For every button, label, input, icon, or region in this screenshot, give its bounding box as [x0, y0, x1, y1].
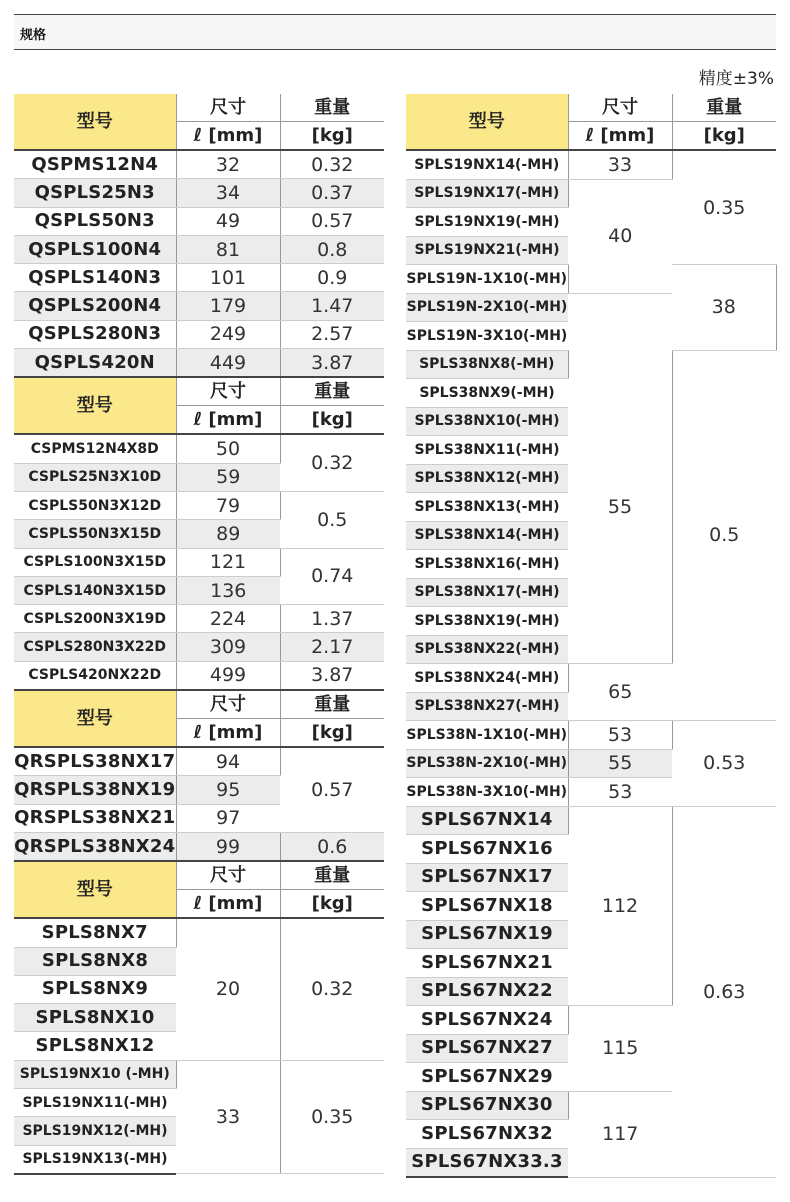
- size-cell: 179: [176, 292, 280, 320]
- size-cell: 34: [176, 179, 280, 207]
- size-header-top: 尺寸: [176, 94, 280, 122]
- model-cell: SPLS19NX13(-MH): [14, 1145, 176, 1174]
- model-cell: SPLS19NX19(-MH): [406, 208, 568, 237]
- model-cell: CSPLS25N3X10D: [14, 463, 176, 491]
- model-cell: SPLS8NX8: [14, 947, 176, 975]
- size-cell: 449: [176, 349, 280, 378]
- model-cell: SPLS8NX7: [14, 918, 176, 947]
- weight-cell: 0.5: [672, 350, 776, 721]
- weight-cell: 0.9: [280, 264, 384, 292]
- weight-header-top: 重量: [280, 690, 384, 719]
- model-cell: CSPLS50N3X15D: [14, 520, 176, 548]
- weight-unit-header: [kg]: [672, 122, 776, 151]
- model-cell: QSPLS140N3: [14, 264, 176, 292]
- model-cell: SPLS8NX12: [14, 1032, 176, 1060]
- size-cell: 101: [176, 264, 280, 292]
- model-cell: QRSPLS38NX21: [14, 804, 176, 832]
- table-row: [14, 320, 384, 348]
- model-cell: SPLS19NX21(-MH): [406, 236, 568, 265]
- model-cell: SPLS67NX30: [406, 1091, 568, 1120]
- table-row: [14, 661, 384, 690]
- model-cell: SPLS19NX17(-MH): [406, 179, 568, 208]
- size-cell: 309: [176, 633, 280, 661]
- model-cell: SPLS67NX32: [406, 1120, 568, 1149]
- size-cell: 121: [176, 548, 280, 576]
- size-header-top: 尺寸: [176, 861, 280, 890]
- model-cell: SPLS19NX11(-MH): [14, 1089, 176, 1117]
- model-header: 型号: [406, 94, 568, 150]
- size-cell: 38: [672, 265, 776, 351]
- model-cell: SPLS67NX33.3: [406, 1148, 568, 1177]
- weight-cell: 0.35: [672, 150, 776, 265]
- table-header-row: [14, 94, 384, 122]
- model-cell: SPLS19NX10 (-MH): [14, 1060, 176, 1088]
- weight-cell: 0.63: [672, 806, 776, 1177]
- model-cell: SPLS67NX24: [406, 1006, 568, 1035]
- model-cell: CSPLS280N3X22D: [14, 633, 176, 661]
- section-title: 规格: [20, 28, 47, 43]
- model-cell: SPLS19NX14(-MH): [406, 150, 568, 179]
- size-unit-header: ℓ [mm]: [568, 122, 672, 151]
- table-row: [14, 747, 384, 776]
- table-row: [14, 633, 384, 661]
- model-cell: SPLS38NX8(-MH): [406, 350, 568, 379]
- model-cell: SPLS38N-1X10(-MH): [406, 721, 568, 750]
- model-cell: QSPLS200N4: [14, 292, 176, 320]
- model-cell: QSPMS12N4: [14, 150, 176, 179]
- model-cell: SPLS8NX9: [14, 975, 176, 1003]
- weight-cell: 0.32: [280, 918, 384, 1060]
- model-cell: SPLS19N-2X10(-MH): [406, 293, 568, 322]
- model-cell: SPLS38NX10(-MH): [406, 407, 568, 436]
- model-cell: SPLS67NX21: [406, 949, 568, 978]
- table-header-row: [14, 377, 384, 406]
- size-unit-header: ℓ [mm]: [176, 719, 280, 748]
- weight-cell: 0.32: [280, 434, 384, 491]
- weight-cell: 0.53: [672, 721, 776, 807]
- table-row: [406, 350, 776, 379]
- size-unit-header: ℓ [mm]: [176, 890, 280, 919]
- size-cell: 53: [568, 778, 672, 807]
- model-cell: SPLS67NX27: [406, 1034, 568, 1063]
- size-cell: 115: [568, 1006, 672, 1092]
- model-cell: CSPLS100N3X15D: [14, 548, 176, 576]
- model-cell: SPLS38NX13(-MH): [406, 493, 568, 522]
- size-cell: 249: [176, 320, 280, 348]
- weight-cell: 1.47: [280, 292, 384, 320]
- weight-header-top: 重量: [280, 861, 384, 890]
- weight-cell: 0.74: [280, 548, 384, 605]
- model-header: 型号: [14, 377, 176, 434]
- model-cell: QRSPLS38NX24: [14, 832, 176, 861]
- size-cell: 117: [568, 1091, 672, 1177]
- model-cell: SPLS19N-1X10(-MH): [406, 265, 568, 294]
- size-cell: 33: [568, 150, 672, 179]
- table-row: [14, 264, 384, 292]
- model-cell: SPLS38NX24(-MH): [406, 664, 568, 693]
- model-cell: QSPLS50N3: [14, 207, 176, 235]
- model-header: 型号: [14, 690, 176, 747]
- model-cell: CSPMS12N4X8D: [14, 434, 176, 463]
- table-row: [14, 207, 384, 235]
- size-cell: 81: [176, 235, 280, 263]
- model-cell: SPLS38NX19(-MH): [406, 607, 568, 636]
- model-cell: SPLS38NX22(-MH): [406, 635, 568, 664]
- table-header-row: [406, 94, 776, 122]
- model-cell: SPLS67NX22: [406, 977, 568, 1006]
- size-cell: 59: [176, 463, 280, 491]
- size-unit-header: ℓ [mm]: [176, 406, 280, 435]
- table-row: [14, 292, 384, 320]
- table-row: [14, 491, 384, 519]
- size-cell: 55: [568, 350, 672, 664]
- table-row: [14, 548, 384, 576]
- model-cell: SPLS19NX12(-MH): [14, 1117, 176, 1145]
- table-row: [406, 806, 776, 835]
- size-cell: 33: [176, 1060, 280, 1174]
- model-cell: QSPLS25N3: [14, 179, 176, 207]
- table-row: [14, 605, 384, 633]
- table-row: [406, 150, 776, 179]
- size-cell: 20: [176, 918, 280, 1060]
- model-cell: SPLS19N-3X10(-MH): [406, 322, 568, 351]
- model-cell: SPLS38N-2X10(-MH): [406, 749, 568, 778]
- model-cell: CSPLS140N3X15D: [14, 576, 176, 604]
- model-header: 型号: [14, 861, 176, 918]
- model-cell: SPLS67NX16: [406, 835, 568, 864]
- table-row: [406, 721, 776, 750]
- table-row: [14, 235, 384, 263]
- weight-header-top: 重量: [672, 94, 776, 122]
- model-header: 型号: [14, 94, 176, 150]
- weight-cell: 2.57: [280, 320, 384, 348]
- weight-cell: 3.87: [280, 661, 384, 690]
- precision-note: 精度±3%: [698, 69, 774, 89]
- model-cell: QSPLS420N: [14, 349, 176, 378]
- weight-unit-header: [kg]: [280, 890, 384, 919]
- size-cell: 94: [176, 747, 280, 776]
- weight-cell: 2.17: [280, 633, 384, 661]
- spec-table-right: [406, 94, 776, 1178]
- weight-header-top: 重量: [280, 94, 384, 122]
- weight-cell: 0.8: [280, 235, 384, 263]
- size-unit-header: ℓ [mm]: [176, 122, 280, 151]
- model-cell: QSPLS100N4: [14, 235, 176, 263]
- model-cell: SPLS38N-3X10(-MH): [406, 778, 568, 807]
- size-cell: 89: [176, 520, 280, 548]
- model-cell: SPLS38NX27(-MH): [406, 692, 568, 721]
- size-cell: 99: [176, 832, 280, 861]
- weight-cell: 0.32: [280, 150, 384, 179]
- weight-cell: 0.57: [280, 207, 384, 235]
- weight-unit-header: [kg]: [280, 719, 384, 748]
- table-row: [14, 1060, 384, 1088]
- model-cell: SPLS67NX18: [406, 892, 568, 921]
- table-row: [14, 918, 384, 947]
- size-cell: 224: [176, 605, 280, 633]
- weight-cell: 0.6: [280, 832, 384, 861]
- model-cell: SPLS38NX9(-MH): [406, 379, 568, 408]
- model-cell: QRSPLS38NX19: [14, 776, 176, 804]
- size-header-top: 尺寸: [176, 377, 280, 406]
- size-cell: 50: [176, 434, 280, 463]
- table-row: [14, 179, 384, 207]
- table-row: [14, 434, 384, 463]
- weight-cell: 0.5: [280, 491, 384, 548]
- size-cell: 499: [176, 661, 280, 690]
- size-cell: 136: [176, 576, 280, 604]
- size-cell: 40: [568, 179, 672, 293]
- model-cell: SPLS67NX14: [406, 806, 568, 835]
- size-cell: 32: [176, 150, 280, 179]
- size-cell: 65: [568, 664, 672, 721]
- model-cell: QRSPLS38NX17: [14, 747, 176, 776]
- weight-cell: 0.57: [280, 747, 384, 832]
- size-cell: 79: [176, 491, 280, 519]
- size-cell: 49: [176, 207, 280, 235]
- table-row: [14, 349, 384, 378]
- table-row: [14, 150, 384, 179]
- model-cell: SPLS67NX19: [406, 920, 568, 949]
- model-cell: SPLS67NX17: [406, 863, 568, 892]
- weight-header-top: 重量: [280, 377, 384, 406]
- size-cell: 55: [568, 749, 672, 778]
- model-cell: SPLS38NX11(-MH): [406, 436, 568, 465]
- model-cell: CSPLS50N3X12D: [14, 491, 176, 519]
- model-cell: SPLS38NX14(-MH): [406, 521, 568, 550]
- model-cell: SPLS38NX17(-MH): [406, 578, 568, 607]
- model-cell: QSPLS280N3: [14, 320, 176, 348]
- size-cell: 112: [568, 806, 672, 1006]
- weight-cell: 0.35: [280, 1060, 384, 1174]
- model-cell: CSPLS200N3X19D: [14, 605, 176, 633]
- size-header-top: 尺寸: [176, 690, 280, 719]
- table-row: [14, 832, 384, 861]
- spec-table-left: [14, 94, 384, 1175]
- model-cell: SPLS8NX10: [14, 1004, 176, 1032]
- model-cell: SPLS38NX16(-MH): [406, 550, 568, 579]
- model-cell: SPLS67NX29: [406, 1063, 568, 1092]
- weight-cell: 1.37: [280, 605, 384, 633]
- weight-cell: 0.37: [280, 179, 384, 207]
- size-cell: 53: [568, 721, 672, 750]
- table-header-row: [14, 861, 384, 890]
- model-cell: SPLS38NX12(-MH): [406, 464, 568, 493]
- weight-cell: 3.87: [280, 349, 384, 378]
- size-cell: 97: [176, 804, 280, 832]
- weight-unit-header: [kg]: [280, 406, 384, 435]
- table-header-row: [14, 690, 384, 719]
- size-cell: 95: [176, 776, 280, 804]
- size-header-top: 尺寸: [568, 94, 672, 122]
- model-cell: CSPLS420NX22D: [14, 661, 176, 690]
- weight-unit-header: [kg]: [280, 122, 384, 151]
- section-header-bar: [14, 14, 776, 50]
